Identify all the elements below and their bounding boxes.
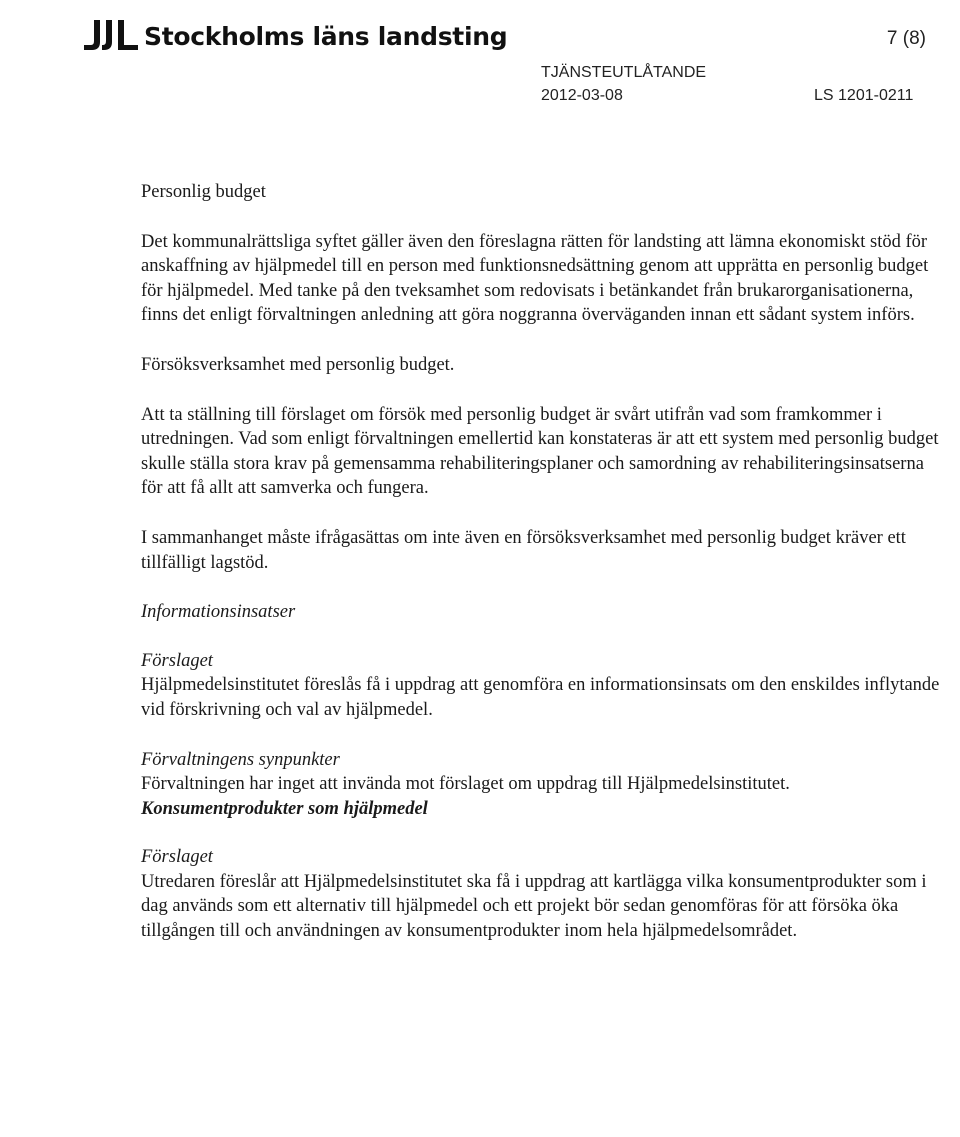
section-heading-personlig-budget: Personlig budget: [141, 182, 266, 202]
document-type: TJÄNSTEUTLÅTANDE: [541, 64, 707, 81]
page-number: 7 (8): [886, 28, 926, 49]
view-label: Förvaltningens synpunkter: [141, 749, 340, 770]
document-date: 2012-03-08: [541, 87, 623, 104]
sll-logo-icon: [80, 18, 140, 54]
paragraph: Att ta ställning till förslaget om försök med personlig budget är svårt utifrån vad som framkommer i utredningen. Vad som enligt förvaltningen emellertid kan konstateras är att ett system med personlig budget skulle ställa stora krav på gemensamma rehabiliteringsplaner och samordning av rehabiliteringsinsatserna för att få allt att samverka och fungera.: [141, 404, 939, 499]
proposal-label: Förslaget: [141, 650, 213, 671]
paragraph: I sammanhanget måste ifrågasättas om inte även en försöksverksamhet med personlig budget kräver ett tillfälligt lagstöd.: [141, 527, 906, 573]
paragraph: Utredaren föreslår att Hjälpmedelsinstitutet ska få i uppdrag att kartlägga vilka konsumentprodukter som i dag används som ett alternativ till hjälpmedel och ett projekt bör sedan genomföras för att försöka öka tillgången till och användningen av konsumentprodukter inom hela hjälpmedelsområdet.: [141, 871, 927, 942]
proposal-label: Förslaget: [141, 847, 213, 868]
paragraph: Det kommunalrättsliga syftet gäller även den föreslagna rätten för landsting att lämna ekonomiskt stöd för anskaffning av hjälpmedel till en person med funktionsnedsättning genom att upprätta en personlig budget för hjälpmedel. Med tanke på den tveksamhet som redovisats i betänkandet från brukarorganisationerna, finns det enligt förvaltningen anledning att göra noggranna överväganden innan ett sådant system införs.: [141, 231, 929, 326]
section-heading-konsumentprodukter: Konsumentprodukter som hjälpmedel: [141, 798, 428, 819]
section-heading-informationsinsatser: Informationsinsatser: [141, 602, 296, 623]
document-reference: LS 1201-0211: [814, 87, 914, 104]
document-body: [141, 180, 941, 944]
paragraph: Hjälpmedelsinstitutet föreslås få i uppdrag att genomföra en informationsinsats om den enskildes inflytande vid förskrivning och val av hjälpmedel.: [141, 675, 940, 720]
paragraph: Förvaltningen har inget att invända mot förslaget om uppdrag till Hjälpmedelsinstitutet.: [141, 774, 790, 795]
org-logo: [80, 18, 507, 54]
sub-heading: Försöksverksamhet med personlig budget.: [141, 354, 455, 375]
org-name: Stockholms läns landsting: [144, 21, 508, 51]
